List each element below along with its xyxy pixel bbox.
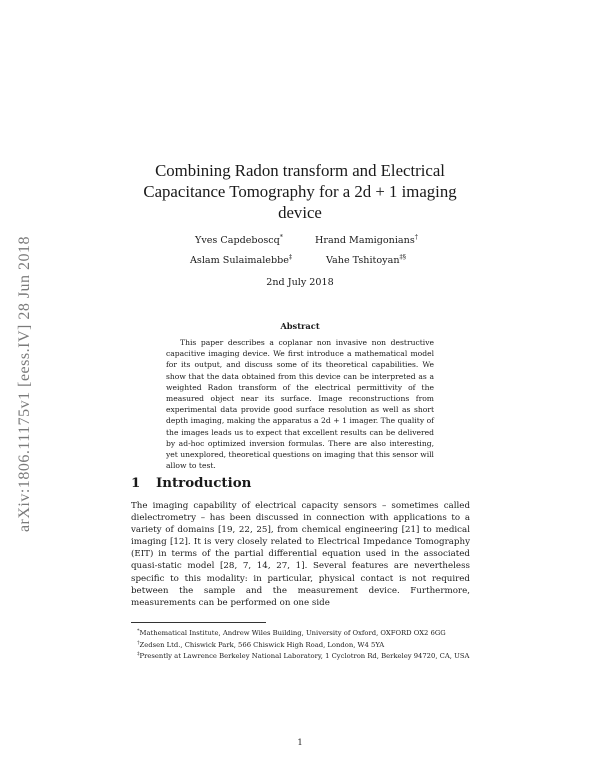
footnote bbox=[131, 639, 470, 651]
author-name: Vahe Tshitoyan bbox=[326, 255, 400, 266]
author bbox=[315, 233, 418, 246]
footnote bbox=[131, 627, 470, 639]
title-line: device bbox=[278, 203, 322, 222]
footnote-text: Mathematical Institute, Andrew Wiles Building, University of Oxford, OXFORD OX2 6GG bbox=[139, 629, 446, 637]
arxiv-identifier-text: arXiv:1806.11175v1 [eess.IV] 28 Jun 2018 bbox=[16, 235, 34, 533]
author-name: Hrand Mamigonians bbox=[315, 235, 415, 246]
footnote-mark: † bbox=[137, 639, 140, 646]
section-heading bbox=[131, 475, 471, 491]
author bbox=[190, 253, 292, 266]
footnote-text: Zedsen Ltd., Chiswick Park, 566 Chiswick High Road, London, W4 5YA bbox=[139, 640, 385, 649]
footnote-divider bbox=[131, 622, 266, 623]
arxiv-identifier-stamp bbox=[14, 204, 36, 564]
abstract-text: This paper describes a coplanar non invasive non destructive capacitive imaging device. We first introduce a mathematical model for its output, and discuss some of its theoretical capabilities. We show that the data obtained from this device can be interpreted as a weighted Radon transform of the electrical permittivity of the measured object near its surface. Image reconstructions from experimental data provide good surface resolution as well as short depth imaging, making the apparatus a 2d + 1 imager. The quality of the images leads us to expect that excellent results can be delivered by ad-hoc optimized inversion formulas. There are also interesting, yet unexplored, theoretical questions on imaging that this sensor will allow to test. bbox=[166, 338, 434, 471]
footnote bbox=[131, 650, 470, 662]
author-name: Aslam Sulaimalebbe bbox=[190, 255, 289, 266]
publication-date: 2nd July 2018 bbox=[266, 277, 334, 288]
section-title: Introduction bbox=[156, 475, 252, 491]
author-affiliation-mark: † bbox=[414, 233, 418, 241]
title-line: Combining Radon transform and Electrical bbox=[155, 161, 445, 180]
author-affiliation-mark: ‡ bbox=[288, 253, 293, 261]
page-number: 1 bbox=[297, 737, 303, 747]
author-name: Yves Capdeboscq bbox=[195, 235, 280, 246]
author bbox=[326, 253, 406, 266]
author-affiliation-mark: * bbox=[279, 233, 284, 241]
introduction-text: The imaging capability of electrical capacity sensors – sometimes called dielectrometry – has been discussed in connection with applications to a variety of domains [19, 22, 25], from chemical engineering [21] to medical imaging [12]. It is very closely related to Electrical Impedance Tomography (EIT) in terms of the partial differential equation used in the associated quasi-static model [28, 7, 14, 27, 1]. Several features are nevertheless specific to this modality: in particular, physical contact is not required between the sample and the measurement device. Furthermore, measurements can be performed on one side bbox=[131, 501, 470, 608]
author bbox=[195, 233, 283, 246]
footnotes bbox=[131, 627, 470, 662]
footnote-text: Presently at Lawrence Berkeley National Laboratory, 1 Cyclotron Rd, Berkeley 94720, CA, USA bbox=[139, 652, 470, 661]
title-line: Capacitance Tomography for a 2d + 1 imaging bbox=[143, 182, 457, 201]
abstract-heading: Abstract bbox=[280, 321, 320, 331]
section-number: 1 bbox=[131, 475, 141, 491]
footnote-mark: * bbox=[137, 628, 140, 634]
paper-title bbox=[130, 160, 470, 223]
author-affiliation-mark: ‡§ bbox=[399, 253, 406, 261]
footnote-mark: ‡ bbox=[137, 651, 140, 658]
